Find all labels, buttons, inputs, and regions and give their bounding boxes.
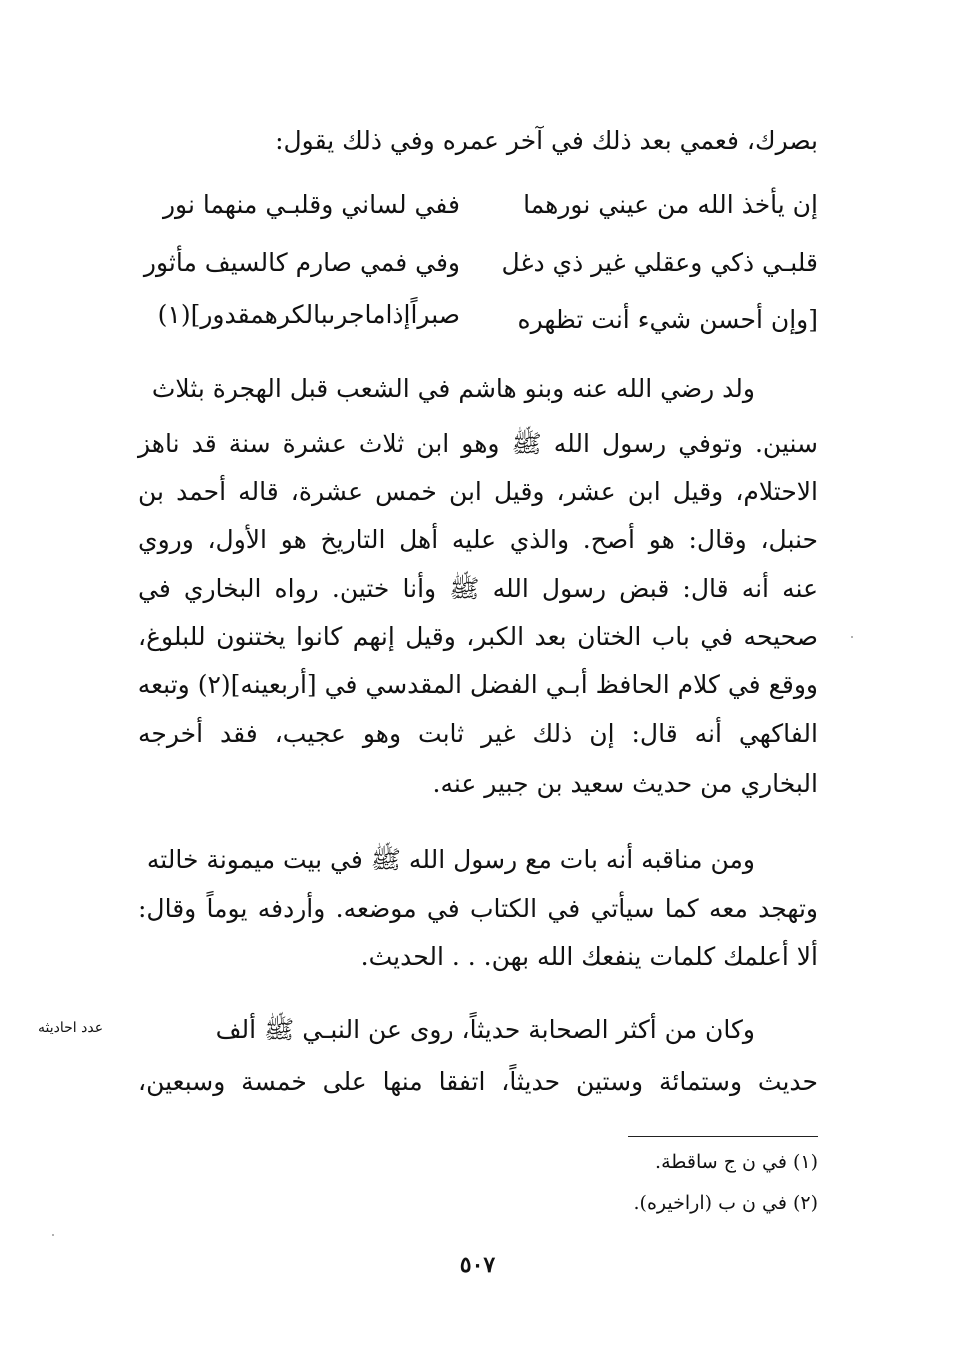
paragraph2-line: ومن مناقبه أنه بات مع رسول الله ﷺ في بيت ميمونة خالته <box>146 845 755 874</box>
intro-line: بصرك، فعمي بعد ذلك في آخر عمره وفي ذلك يقول: <box>275 126 818 155</box>
paragraph2-line: وتهجد معه كما سيأتي في الكتاب في موضعه. وأردفه يوماً وقال: <box>138 894 818 923</box>
paragraph1-line: الفاكهي أنه قال: إن ذلك غير ثابت وهو عجيب، فقد أخرجه <box>138 719 818 748</box>
page-number: ٥٠٧ <box>459 1252 496 1278</box>
verse-1-second-hemistich: ففي لساني وقلبـي منهما نور <box>162 190 460 219</box>
paragraph3-line: وكان من أكثر الصحابة حديثاً، روى عن النبـي ﷺ ألف <box>215 1015 755 1044</box>
verse-2-second-hemistich: وفي فمي صارم كالسيف مأثور <box>143 248 460 277</box>
verse-1-first-hemistich: إن يأخذ الله من عيني نورهما <box>523 190 818 219</box>
scan-speck <box>851 636 853 638</box>
verse-3-first-hemistich: [وإن أحسن شيء أنت تظهره <box>517 305 818 334</box>
scan-speck <box>52 1234 54 1236</box>
paragraph1-line: سنين. وتوفي رسول الله ﷺ وهو ابن ثلاث عشرة سنة قد ناهز <box>138 429 818 458</box>
paragraph1-line: الاحتلام، وقيل ابن عشر، وقيل ابن خمس عشرة، قاله أحمد بن <box>138 477 818 506</box>
verse-3-second-hemistich: صبراًإذاماجرىبالكرهمقدور](١) <box>157 300 460 329</box>
paragraph1-line: ولد رضي الله عنه وبنو هاشم في الشعب قبل الهجرة بثلاث <box>151 374 755 403</box>
paragraph1-line: عنه أنه قال: قبض رسول الله ﷺ وأنا ختين. رواه البخاري في <box>138 574 818 603</box>
footnote: (١) في ن ج ساقطة. <box>655 1151 818 1173</box>
footnote-separator <box>628 1136 818 1137</box>
paragraph1-line: ووقع في كلام الحافظ أبـي الفضل المقدسي في [أربعينه](٢) وتبعه <box>137 670 818 699</box>
margin-note: عدد احاديثه <box>38 1020 104 1036</box>
paragraph2-line: ألا أعلمك كلمات ينفعك الله بهن. . . الحديث. <box>360 942 818 971</box>
verse-2-first-hemistich: قلبـي ذكي وعقلي غير ذي دغل <box>501 248 818 277</box>
paragraph1-line: صحيحه في باب الختان بعد الكبر، وقيل إنهم كانوا يختنون للبلوغ، <box>138 622 818 651</box>
paragraph1-line: البخاري من حديث سعيد بن جبير عنه. <box>432 769 818 798</box>
footnote: (٢) في ن ب (اراخيره). <box>633 1192 818 1214</box>
paragraph3-line: حديث وستمائة وستين حديثاً، اتفقا منها على خمسة وسبعين، <box>138 1067 818 1096</box>
paragraph1-line: حنبل، وقال: هو أصح. والذي عليه أهل التاريخ هو الأول، وروي <box>138 525 818 554</box>
